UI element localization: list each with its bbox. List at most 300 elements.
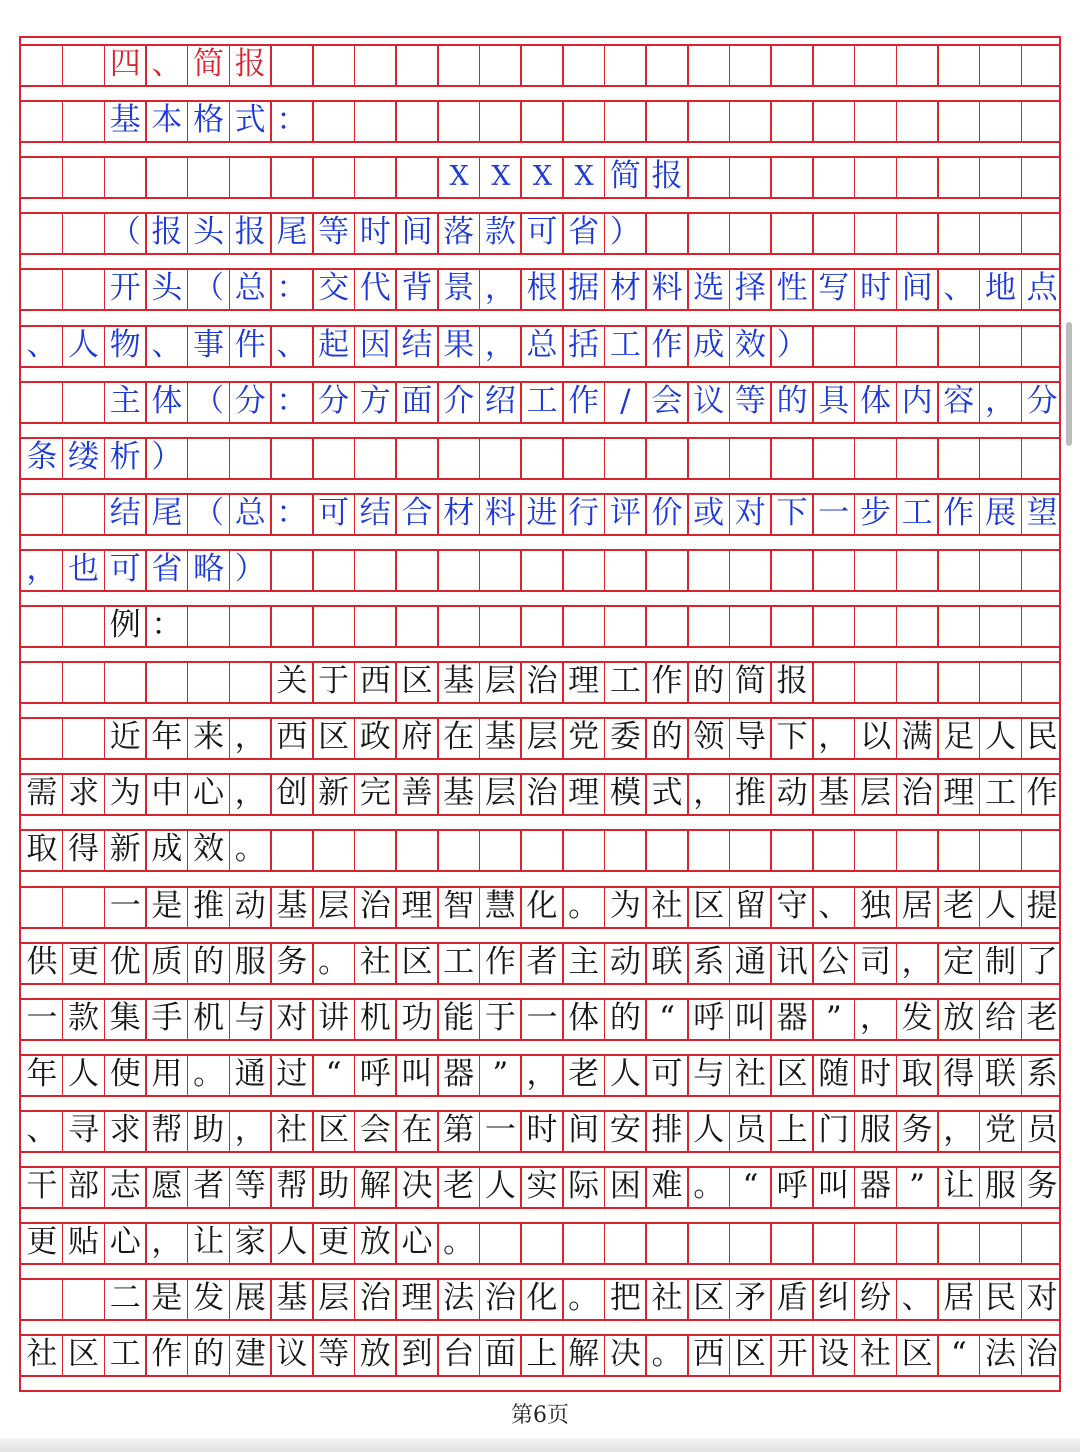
grid-line — [21, 927, 1059, 929]
grid-char: 容 — [943, 382, 975, 419]
grid-line — [854, 325, 856, 366]
grid-line — [229, 661, 231, 702]
grid-char: 的 — [609, 999, 641, 1036]
grid-char: 务 — [1026, 1168, 1058, 1204]
grid-char: 供 — [26, 943, 58, 980]
grid-line — [770, 44, 772, 85]
grid-line — [21, 534, 1059, 536]
grid-char: 时 — [859, 1055, 891, 1092]
grid-char: 区 — [776, 1055, 808, 1092]
grid-char: 。 — [443, 1224, 475, 1261]
grid-line — [395, 829, 397, 870]
grid-char: 集 — [109, 999, 141, 1036]
grid-line — [395, 549, 397, 590]
grid-line — [770, 605, 772, 646]
grid-char: 议 — [276, 1336, 308, 1373]
grid-char: 合 — [401, 494, 433, 531]
grid-line — [62, 1278, 64, 1319]
grid-char: ： — [151, 607, 183, 643]
grid-char: 层 — [484, 663, 516, 700]
grid-char: 格 — [193, 102, 225, 139]
grid-char: 物 — [109, 326, 141, 363]
grid-char: 居 — [901, 887, 933, 924]
grid-line — [21, 1151, 1059, 1153]
grid-char: 社 — [26, 1336, 58, 1373]
grid-char: 交 — [318, 270, 350, 307]
grid-line — [770, 549, 772, 590]
grid-line — [312, 605, 314, 646]
grid-char: 动 — [234, 887, 266, 924]
grid-char: 一 — [526, 999, 558, 1036]
grid-char: 对 — [276, 999, 308, 1036]
grid-char: 决 — [609, 1336, 641, 1373]
grid-char: 动 — [776, 775, 808, 812]
grid-line — [937, 829, 939, 870]
grid-char: 总 — [234, 494, 266, 531]
grid-char: 。 — [568, 1280, 600, 1317]
grid-char: 服 — [234, 943, 266, 980]
grid-char: 具 — [818, 382, 850, 419]
grid-char: 进 — [526, 494, 558, 531]
grid-char: 居 — [943, 1280, 975, 1317]
grid-char: 的 — [193, 943, 225, 980]
grid-char: 等 — [734, 382, 766, 419]
grid-char: 等 — [318, 214, 350, 251]
grid-char: 简 — [193, 46, 225, 82]
grid-char: 盾 — [776, 1280, 808, 1317]
grid-char: 帮 — [151, 1111, 183, 1148]
grid-char: 社 — [651, 1280, 683, 1317]
grid-char: 与 — [693, 1055, 725, 1092]
grid-char: 可 — [651, 1055, 683, 1092]
grid-line — [520, 100, 522, 141]
grid-line — [62, 717, 64, 758]
grid-char: 效 — [193, 831, 225, 868]
grid-char: 得 — [943, 1055, 975, 1092]
grid-char: 员 — [1026, 1111, 1058, 1148]
grid-char: 器 — [443, 1055, 475, 1092]
grid-line — [854, 212, 856, 253]
grid-char: 年 — [26, 1055, 58, 1092]
grid-line — [229, 437, 231, 478]
grid-line — [21, 646, 1059, 648]
grid-char: 以 — [859, 719, 891, 756]
grid-char: 背 — [401, 270, 433, 307]
grid-char: 区 — [734, 1336, 766, 1373]
grid-char: 件 — [234, 326, 266, 363]
grid-char: 决 — [401, 1168, 433, 1204]
grid-line — [21, 141, 1059, 143]
grid-char: 困 — [609, 1168, 641, 1204]
grid-char: 帮 — [276, 1168, 308, 1204]
grid-line — [854, 549, 856, 590]
grid-char: 满 — [901, 719, 933, 756]
grid-char: 化 — [526, 1280, 558, 1317]
grid-char: 层 — [484, 775, 516, 812]
grid-char: ， — [484, 270, 516, 307]
grid-char: 人 — [609, 1055, 641, 1092]
grid-line — [854, 100, 856, 141]
grid-char: 足 — [943, 719, 975, 756]
grid-line — [479, 437, 481, 478]
grid-line — [520, 549, 522, 590]
grid-char: 行 — [568, 494, 600, 531]
grid-char: 地 — [984, 270, 1016, 307]
grid-char: 近 — [109, 719, 141, 756]
grid-char: 层 — [318, 887, 350, 924]
grid-line — [62, 493, 64, 534]
grid-line — [312, 437, 314, 478]
grid-char: 、 — [151, 326, 183, 363]
grid-line — [229, 605, 231, 646]
grid-char: 简 — [734, 663, 766, 700]
grid-line — [21, 366, 1059, 368]
grid-char: 基 — [109, 102, 141, 139]
grid-line — [729, 156, 731, 197]
grid-char: 法 — [984, 1336, 1016, 1373]
grid-char: 务 — [901, 1111, 933, 1148]
grid-char: 解 — [568, 1336, 600, 1373]
grid-line — [21, 814, 1059, 816]
grid-line — [1021, 212, 1023, 253]
grid-char: 人 — [693, 1111, 725, 1148]
grid-line — [937, 437, 939, 478]
grid-char: 智 — [443, 887, 475, 924]
grid-line — [770, 212, 772, 253]
grid-char: 领 — [693, 719, 725, 756]
grid-line — [979, 549, 981, 590]
grid-line — [687, 212, 689, 253]
grid-char: 事 — [193, 326, 225, 363]
grid-char: 来 — [193, 719, 225, 756]
grid-line — [1021, 661, 1023, 702]
grid-char: 化 — [526, 887, 558, 924]
grid-char: 下 — [776, 494, 808, 531]
grid-char: 时 — [859, 270, 891, 307]
grid-char: 联 — [984, 1055, 1016, 1092]
grid-line — [1021, 100, 1023, 141]
grid-char: 理 — [568, 663, 600, 700]
grid-char: ， — [901, 943, 933, 980]
grid-line — [937, 605, 939, 646]
grid-line — [979, 212, 981, 253]
grid-char: 点 — [1026, 270, 1058, 307]
grid-line — [979, 44, 981, 85]
grid-char: 括 — [568, 326, 600, 363]
grid-char: ： — [276, 494, 308, 531]
grid-char: 区 — [318, 1111, 350, 1148]
grid-char: 了 — [1026, 943, 1058, 980]
grid-char: 。 — [318, 943, 350, 980]
grid-char: 治 — [901, 775, 933, 812]
grid-char: 。 — [651, 1336, 683, 1373]
grid-char: 手 — [151, 999, 183, 1036]
grid-char: 析 — [109, 438, 141, 475]
grid-line — [896, 325, 898, 366]
grid-line — [729, 549, 731, 590]
grid-line — [812, 829, 814, 870]
grid-char: 更 — [68, 943, 100, 980]
grid-line — [645, 1222, 647, 1263]
grid-char: 过 — [276, 1055, 308, 1092]
grid-char: 成 — [693, 326, 725, 363]
grid-char: 一 — [818, 494, 850, 531]
grid-line — [812, 44, 814, 85]
grid-line — [1021, 44, 1023, 85]
grid-char: 款 — [68, 999, 100, 1036]
grid-char: 社 — [651, 887, 683, 924]
grid-line — [729, 605, 731, 646]
grid-char: 基 — [484, 719, 516, 756]
grid-char: 心 — [109, 1224, 141, 1261]
grid-line — [937, 549, 939, 590]
grid-char: 司 — [859, 943, 891, 980]
grid-char: 理 — [401, 887, 433, 924]
grid-char: ： — [276, 102, 308, 139]
grid-char: ” — [492, 1055, 509, 1092]
grid-line — [687, 829, 689, 870]
grid-char: 通 — [234, 1055, 266, 1092]
grid-char: 完 — [359, 775, 391, 812]
grid-char: 区 — [901, 1336, 933, 1373]
grid-line — [896, 605, 898, 646]
grid-char: 民 — [984, 1280, 1016, 1317]
grid-char: 理 — [568, 775, 600, 812]
grid-char: 讲 — [318, 999, 350, 1036]
grid-line — [62, 156, 64, 197]
grid-char: X — [532, 161, 552, 193]
grid-line — [937, 44, 939, 85]
grid-char: 党 — [568, 719, 600, 756]
grid-line — [562, 1222, 564, 1263]
grid-char: 展 — [234, 1280, 266, 1317]
grid-line — [812, 100, 814, 141]
grid-line — [437, 44, 439, 85]
grid-line — [687, 100, 689, 141]
grid-line — [1021, 829, 1023, 870]
grid-line — [21, 1375, 1059, 1377]
grid-char: “ — [325, 1055, 342, 1092]
grid-line — [604, 44, 606, 85]
grid-char: 作 — [651, 663, 683, 700]
grid-line — [437, 549, 439, 590]
grid-char: 总 — [234, 270, 266, 307]
grid-line — [687, 437, 689, 478]
grid-char: 基 — [276, 887, 308, 924]
grid-char: ） — [234, 550, 266, 587]
grid-char: 创 — [276, 775, 308, 812]
grid-char: 步 — [859, 494, 891, 531]
grid-char: 区 — [693, 1280, 725, 1317]
grid-char: 主 — [109, 382, 141, 419]
grid-line — [520, 437, 522, 478]
grid-char: 一 — [26, 999, 58, 1036]
grid-line — [1021, 325, 1023, 366]
grid-char: 治 — [359, 887, 391, 924]
grid-line — [604, 605, 606, 646]
grid-char: 导 — [734, 719, 766, 756]
grid-char: 、 — [26, 1111, 58, 1148]
grid-char: 动 — [609, 943, 641, 980]
grid-char: 求 — [109, 1111, 141, 1148]
grid-line — [937, 1222, 939, 1263]
grid-char: 选 — [693, 270, 725, 307]
grid-char: 治 — [359, 1280, 391, 1317]
grid-line — [21, 85, 1059, 87]
grid-char: X — [491, 161, 510, 193]
grid-line — [854, 829, 856, 870]
grid-line — [562, 100, 564, 141]
grid-char: 果 — [443, 326, 475, 363]
grid-char: 头 — [193, 214, 225, 251]
grid-char: 解 — [359, 1168, 391, 1204]
grid-char: 效 — [734, 326, 766, 363]
grid-line — [312, 829, 314, 870]
grid-line — [437, 437, 439, 478]
grid-char: 部 — [68, 1168, 100, 1204]
grid-char: 在 — [443, 719, 475, 756]
grid-line — [896, 100, 898, 141]
grid-char: 实 — [526, 1168, 558, 1204]
grid-line — [729, 44, 731, 85]
grid-char: 机 — [193, 999, 225, 1036]
grid-char: 系 — [693, 943, 725, 980]
grid-char: 老 — [1026, 999, 1058, 1036]
grid-char: 是 — [151, 1280, 183, 1317]
grid-char: 放 — [359, 1224, 391, 1261]
grid-char: 、 — [901, 1280, 933, 1317]
grid-char: 缕 — [68, 438, 100, 475]
grid-line — [645, 100, 647, 141]
grid-char: / — [620, 382, 631, 419]
grid-char: ， — [484, 326, 516, 363]
grid-line — [854, 44, 856, 85]
grid-char: 老 — [443, 1168, 475, 1204]
grid-line — [729, 212, 731, 253]
grid-line — [854, 1222, 856, 1263]
grid-char: 慧 — [484, 887, 516, 924]
grid-char: 得 — [68, 831, 100, 868]
grid-line — [854, 156, 856, 197]
grid-char: 、 — [818, 887, 850, 924]
grid-char: 善 — [401, 775, 433, 812]
grid-char: 的 — [693, 663, 725, 700]
grid-line — [62, 44, 64, 85]
grid-char: 上 — [526, 1336, 558, 1373]
grid-line — [187, 156, 189, 197]
grid-char: X — [449, 161, 468, 193]
grid-char: 西 — [359, 663, 391, 700]
grid-char: 求 — [68, 775, 100, 812]
grid-char: 层 — [859, 775, 891, 812]
grid-line — [645, 829, 647, 870]
grid-line — [21, 702, 1059, 704]
grid-char: 区 — [693, 887, 725, 924]
grid-line — [354, 156, 356, 197]
grid-char: ， — [943, 1111, 975, 1148]
grid-char: 。 — [568, 887, 600, 924]
grid-char: 民 — [1026, 719, 1058, 756]
grid-char: 料 — [651, 270, 683, 307]
grid-line — [979, 156, 981, 197]
grid-line — [604, 1222, 606, 1263]
grid-char: 的 — [193, 1336, 225, 1373]
grid-char: 间 — [568, 1111, 600, 1148]
grid-line — [1021, 605, 1023, 646]
grid-char: 人 — [276, 1224, 308, 1261]
grid-char: 委 — [609, 719, 641, 756]
grid-char: 省 — [568, 214, 600, 251]
grid-char: 社 — [734, 1055, 766, 1092]
grid-char: 老 — [568, 1055, 600, 1092]
scrollbar-thumb[interactable] — [1066, 322, 1072, 446]
grid-char: 头 — [151, 270, 183, 307]
grid-line — [812, 437, 814, 478]
grid-line — [687, 605, 689, 646]
page-number: 第6页 — [511, 1403, 569, 1428]
bottom-edge — [0, 1438, 1080, 1452]
grid-char: 治 — [526, 663, 558, 700]
grid-char: 制 — [984, 943, 1016, 980]
grid-char: ， — [234, 719, 266, 756]
grid-line — [354, 605, 356, 646]
grid-char: 层 — [318, 1280, 350, 1317]
grid-char: 分 — [234, 382, 266, 419]
grid-char: 简 — [609, 158, 641, 195]
grid-char: ， — [234, 1111, 266, 1148]
grid-line — [1021, 1222, 1023, 1263]
grid-char: 式 — [234, 102, 266, 139]
grid-char: 助 — [318, 1168, 350, 1204]
grid-char: 新 — [109, 831, 141, 868]
grid-char: ， — [26, 550, 58, 587]
grid-char: 成 — [151, 831, 183, 868]
grid-line — [21, 1039, 1059, 1041]
grid-char: 叫 — [401, 1055, 433, 1092]
grid-char: 间 — [401, 214, 433, 251]
grid-line — [62, 381, 64, 422]
grid-char: 社 — [276, 1111, 308, 1148]
grid-line — [520, 829, 522, 870]
grid-char: 结 — [359, 494, 391, 531]
grid-char: 结 — [109, 494, 141, 531]
grid-line — [937, 325, 939, 366]
grid-char: 可 — [526, 214, 558, 251]
grid-char: 纷 — [859, 1280, 891, 1317]
grid-char: 优 — [109, 943, 141, 980]
grid-char: 略 — [193, 550, 225, 587]
grid-line — [229, 156, 231, 197]
grid-line — [1021, 156, 1023, 197]
grid-char: 呼 — [359, 1055, 391, 1092]
grid-line — [354, 100, 356, 141]
grid-char: 守 — [776, 887, 808, 924]
grid-char: 难 — [651, 1168, 683, 1204]
grid-char: 尾 — [151, 494, 183, 531]
grid-char: 。 — [234, 831, 266, 868]
grid-char: 基 — [443, 775, 475, 812]
grid-char: 。 — [193, 1055, 225, 1092]
grid-char: 质 — [151, 943, 183, 980]
grid-char: 开 — [776, 1336, 808, 1373]
grid-char: 排 — [651, 1111, 683, 1148]
grid-line — [395, 156, 397, 197]
grid-char: 第 — [443, 1111, 475, 1148]
grid-line — [770, 100, 772, 141]
grid-char: X — [574, 161, 593, 193]
grid-line — [354, 829, 356, 870]
grid-line — [854, 605, 856, 646]
